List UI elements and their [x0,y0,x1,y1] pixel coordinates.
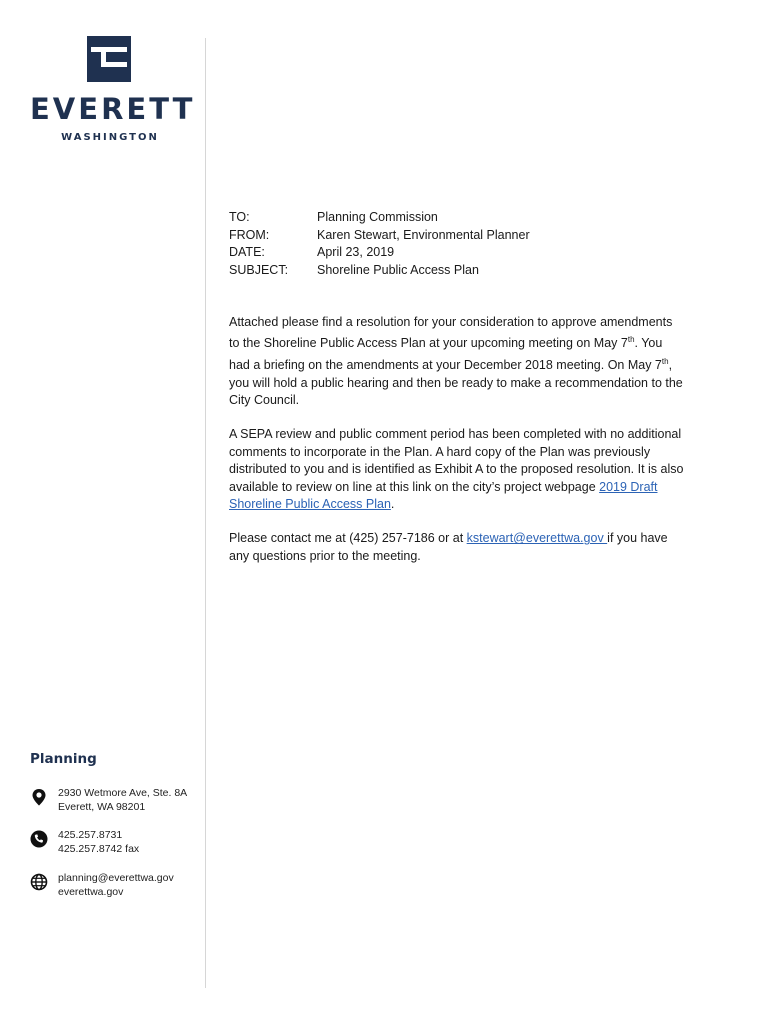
web-block [30,871,174,899]
from-value: Karen Stewart, Environmental Planner [317,227,530,242]
p2-text-a: A SEPA review and public comment period has been completed with no additional comments to incorporate in the Plan. A hard copy of the Plan was previously distributed to you and is identified as Exhibit A to the proposed resolution. It is also available to review on line at this link on the city’s project webpage [229,427,684,494]
p1-text-b: . You had a briefing on the amendments at your December 2018 meeting. On May 7 [229,336,663,373]
everett-logo-icon [87,36,131,82]
phone-block [30,828,139,856]
to-value: Planning Commission [317,210,438,224]
phone-line-2: 425.257.8742 fax [58,843,140,855]
p3-text-b: if you have any questions prior to the meeting. [229,531,668,563]
sidebar-title: Planning [30,751,97,767]
website-text: everettwa.gov [58,886,124,898]
memo-to-row [229,209,530,227]
paragraph-2 [229,426,684,513]
location-pin-icon [30,788,48,806]
phone-icon [30,830,48,848]
plan-link[interactable]: 2019 Draft Shoreline Public Access Plan [229,479,658,511]
logo-wordmark: EVERETT [30,92,196,126]
vertical-divider [205,38,206,988]
address-block [30,786,187,814]
from-label: FROM: [229,227,270,242]
memo-subject-row [229,262,530,280]
address-line-1: 2930 Wetmore Ave, Ste. 8A [58,787,188,799]
phone-line-1: 425.257.8731 [58,829,123,841]
p1-sup-2: th [661,356,669,366]
date-label: DATE: [229,245,265,259]
subject-label: SUBJECT: [229,262,289,277]
memo-date-row [229,244,530,262]
paragraph-1 [229,314,684,409]
p1-text-c: , you will hold a public hearing and then be ready to make a recommendation to the City Council. [229,358,683,407]
p3-text-a: Please contact me at (425) 257-7186 or at [229,531,467,546]
subject-value: Shoreline Public Access Plan [317,262,479,277]
to-label: TO: [229,210,250,224]
globe-icon [30,873,48,891]
logo-subtitle: WASHINGTON [61,132,159,143]
memo-header [229,209,530,279]
memo-from-row [229,227,530,245]
email-link[interactable]: kstewart@everettwa.gov [466,531,608,546]
memo-body [229,314,684,582]
email-text: planning@everettwa.gov [58,872,174,884]
date-value: April 23, 2019 [317,245,395,259]
p2-text-b: . [390,496,395,511]
p1-sup-1: th [627,335,635,345]
address-line-2: Everett, WA 98201 [58,801,146,813]
paragraph-3 [229,530,684,565]
p1-text-a: Attached please find a resolution for your consideration to approve amendments to the Shoreline Public Access Plan at your upcoming meeting on May 7 [229,315,673,351]
